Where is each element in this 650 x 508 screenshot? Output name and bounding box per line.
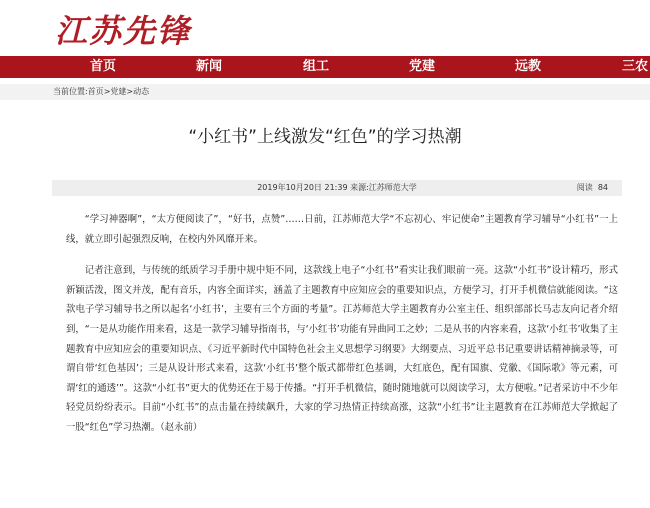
breadcrumb-home[interactable]: 首页: [87, 87, 104, 96]
breadcrumb-prefix: 当前位置:: [53, 87, 88, 96]
article-date-source: 2019年10月20日 21:39 来源:江苏师范大学: [257, 183, 417, 192]
nav-item-party-building[interactable]: 党建: [409, 59, 436, 74]
article-paragraph: “学习神器啊”，“太方便阅读了”，“好书，点赞”……日前，江苏师范大学“不忘初心、牢记使命”主题教育学习辅导“小红书”一上线，就立即引起强烈反响，在校内外风靡开来。: [66, 214, 618, 245]
header: [0, 0, 650, 56]
nav-item-agriculture[interactable]: 三农: [622, 59, 649, 74]
article-meta: [52, 180, 622, 196]
site-logo[interactable]: 江苏先锋: [55, 12, 192, 50]
read-count-label: 阅读: [576, 183, 593, 192]
breadcrumb-separator: >: [126, 87, 134, 96]
article-paragraph: 记者注意到，与传统的纸质学习手册中规中矩不同，这款线上电子“小红书”看实让我们眼前一亮。这款“小红书”设计精巧，形式新颖活泼，图文并茂，配有音乐，内容全面详实，涵盖了主题教育中应知应会的重要知识点，方便学习，打开手机微信就能阅读。“这款电子学习辅导书之所以起名‘小红书’，主要有三个方面的考量”。江苏师范大学主题教育办公室主任、组织部部长马志友向记者介绍到，“一是从功能作用来看，这是一款学习辅导指南书，与‘小红书’功能有异曲同工之妙；二是从书的内容来看，这款‘小红书’收集了主题教育中应知应会的重要知识点、《习近平新时代中国特色社会主义思想学习纲要》大纲要点、习近平总书记重要讲话精神摘录等，可谓自带‘红色基因’；三是从设计形式来看，这款‘小红书’整个版式都带红色基调，大红底色，配有国旗、党徽、《国际歌》等元素，可谓‘红的通透’”。这款“小红书”更大的优势还在于易于传播。“打开手机微信，随时随地就可以阅读学习，太方便啦。”记者采访中不少年轻党员纷纷表示。目前“小红书”的点击量在持续飙升，大家的学习热情正持续高涨，这款“小红书”让主题教育在江苏师范大学掀起了一股“红色”学习热潮。（赵永前）: [66, 265, 618, 433]
breadcrumb: [0, 84, 650, 100]
nav-item-distance-education[interactable]: 远教: [515, 59, 542, 74]
nav-item-news[interactable]: 新闻: [196, 59, 223, 74]
read-count: [577, 180, 608, 196]
breadcrumb-separator: >: [103, 87, 111, 96]
read-count-value: 84: [597, 183, 608, 192]
breadcrumb-subsection[interactable]: 动态: [133, 87, 150, 96]
main-nav: [0, 56, 650, 78]
nav-item-home[interactable]: 首页: [90, 59, 117, 74]
breadcrumb-section[interactable]: 党建: [110, 87, 127, 96]
article-body: [66, 210, 618, 450]
article-title: “小红书”上线激发“红色”的学习热潮: [188, 127, 462, 147]
nav-item-organization[interactable]: 组工: [303, 59, 330, 74]
